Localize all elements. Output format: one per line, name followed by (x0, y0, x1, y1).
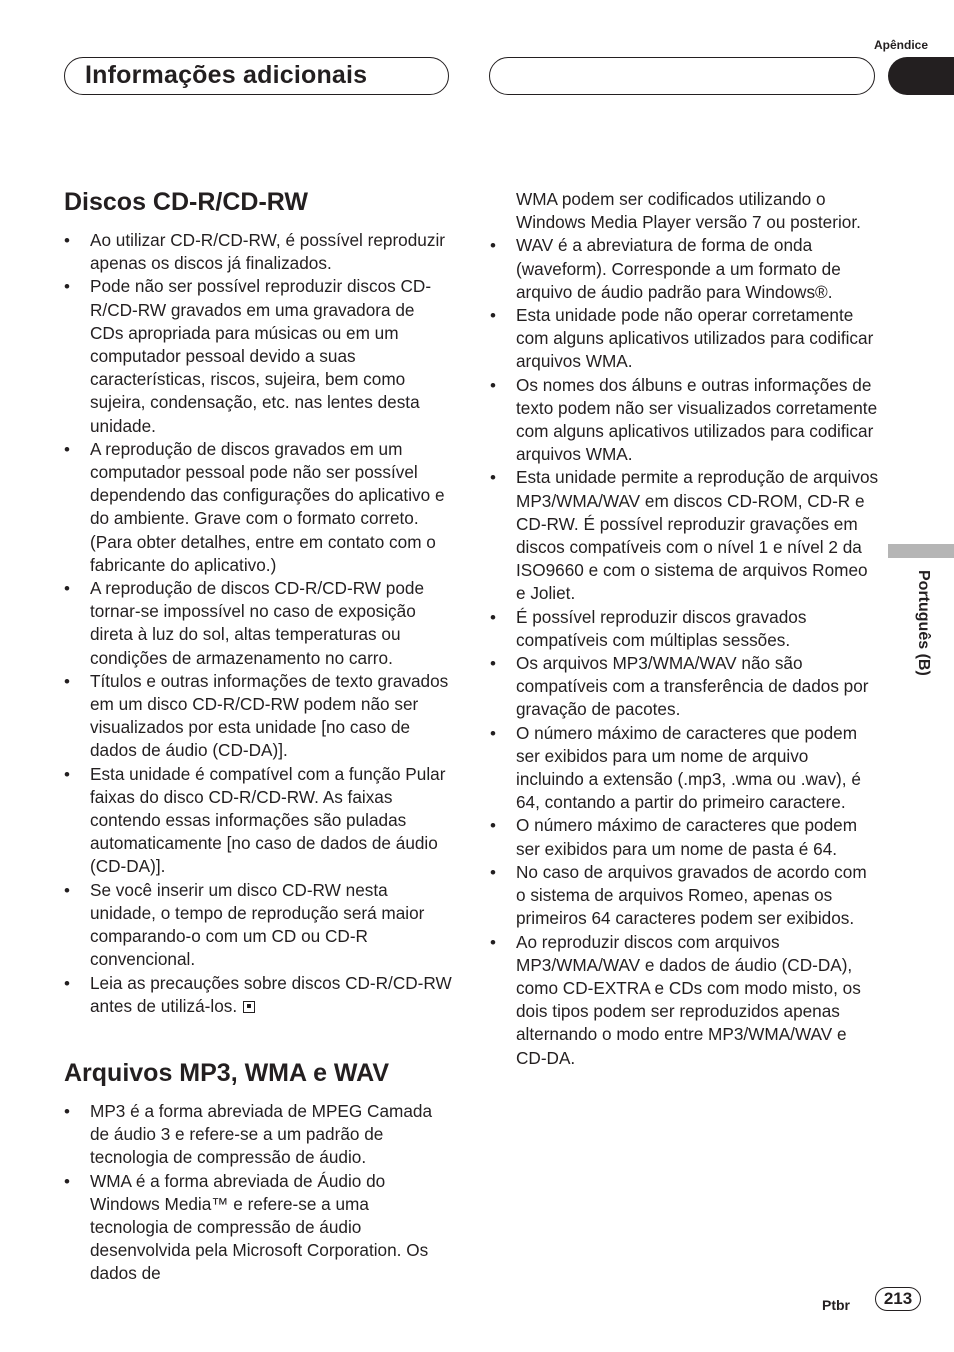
list-item: • A reprodução de discos gravados em um computador pessoal pode não ser possível dependendo das configurações do aplicativo e do ambiente. Grave com o formato correto. (Para obter detalhes, entre em contato com o fabricante do aplicativo.) (64, 438, 452, 577)
footer-language-code: Ptbr (822, 1297, 850, 1313)
heading-cd-r-cd-rw: Discos CD-R/CD-RW (64, 188, 308, 216)
list-item (64, 972, 452, 1018)
language-tab-marker (888, 544, 954, 558)
list-item: • Títulos e outras informações de texto gravados em um disco CD-R/CD-RW podem não ser visualizados por esta unidade [no caso de dados de áudio (CD-DA)]. (64, 670, 452, 763)
list-item: • Os nomes dos álbuns e outras informações de texto podem não ser visualizados corretamente com alguns aplicativos utilizados para codificar arquivos WMA. (490, 374, 880, 467)
right-column (490, 188, 880, 1070)
list-item: • O número máximo de caracteres que podem ser exibidos para um nome de pasta é 64. (490, 814, 880, 860)
side-language-text: Português (B) (915, 570, 932, 676)
list-item: • Se você inserir um disco CD-RW nesta unidade, o tempo de reprodução será maior comparando-o com um CD ou CD-R convencional. (64, 879, 452, 972)
right-title-pill (489, 57, 875, 95)
appendix-label: Apêndice (873, 38, 928, 52)
list-item: • WAV é a abreviatura de forma de onda (waveform). Corresponde a um formato de arquivo de áudio padrão para Windows®. (490, 234, 880, 304)
chapter-tab-marker (888, 57, 954, 95)
cd-bullet-list (64, 229, 452, 1018)
section-title-pill (64, 57, 449, 95)
list-item: • No caso de arquivos gravados de acordo com o sistema de arquivos Romeo, apenas os primeiros 64 caracteres podem ser exibidos. (490, 861, 880, 931)
list-item-continuation: WMA podem ser codificados utilizando o Windows Media Player versão 7 ou posterior. (516, 189, 861, 233)
left-column (64, 185, 452, 1286)
list-item: • Os arquivos MP3/WMA/WAV não são compatíveis com a transferência de dados por gravação de pacotes. (490, 652, 880, 722)
list-item: • Ao utilizar CD-R/CD-RW, é possível reproduzir apenas os discos já finalizados. (64, 229, 452, 275)
mp3-bullet-list-right (490, 234, 880, 1069)
heading-mp3-wma-wav: Arquivos MP3, WMA e WAV (64, 1058, 390, 1087)
list-item: • Pode não ser possível reproduzir discos CD-R/CD-RW gravados em uma gravadora de CDs apropriada para músicas ou em um computador pessoal devido a suas características, riscos, sujeira, bem como sujeira, condensação, etc. nas lentes desta unidade. (64, 275, 452, 437)
list-item: • O número máximo de caracteres que podem ser exibidos para um nome de arquivo incluindo a extensão (.mp3, .wma ou .wav), é 64, contando a partir do primeiro caractere. (490, 722, 880, 815)
list-item: • É possível reproduzir discos gravados compatíveis com múltiplas sessões. (490, 606, 880, 652)
list-item: • WMA é a forma abreviada de Áudio do Windows Media™ e refere-se a uma tecnologia de compressão de áudio desenvolvida pela Microsoft Corporation. Os dados de (64, 1170, 452, 1286)
list-item: • Esta unidade permite a reprodução de arquivos MP3/WMA/WAV em discos CD-ROM, CD-R e CD-RW. É possível reproduzir gravações em discos compatíveis com o nível 1 e nível 2 da ISO9660 e com o sistema de arquivos Romeo e Joliet. (490, 466, 880, 605)
section-title: Informações adicionais (85, 61, 368, 89)
end-of-section-icon (243, 1001, 255, 1013)
page-number: 213 (875, 1287, 921, 1311)
mp3-bullet-list-left (64, 1100, 452, 1286)
list-item: • Esta unidade é compatível com a função Pular faixas do disco CD-R/CD-RW. As faixas contendo essas informações são puladas automaticamente [no caso de dados de áudio (CD-DA)]. (64, 763, 452, 879)
list-item: • MP3 é a forma abreviada de MPEG Camada de áudio 3 e refere-se a um padrão de tecnologia de compressão de áudio. (64, 1100, 452, 1170)
list-item: • A reprodução de discos CD-R/CD-RW pode tornar-se impossível no caso de exposição direta à luz do sol, altas temperaturas ou condições de armazenamento no carro. (64, 577, 452, 670)
list-item-text: Leia as precauções sobre discos CD-R/CD-RW antes de utilizá-los. (90, 972, 452, 1016)
list-item: • Ao reproduzir discos com arquivos MP3/WMA/WAV e dados de áudio (CD-DA), como CD-EXTRA e CDs com modo misto, os dois tipos podem ser reproduzidos apenas alternando o modo entre MP3/WMA/WAV e CD-DA. (490, 931, 880, 1070)
list-item: • Esta unidade pode não operar corretamente com alguns aplicativos utilizados para codificar arquivos WMA. (490, 304, 880, 374)
side-language-label (914, 570, 934, 700)
